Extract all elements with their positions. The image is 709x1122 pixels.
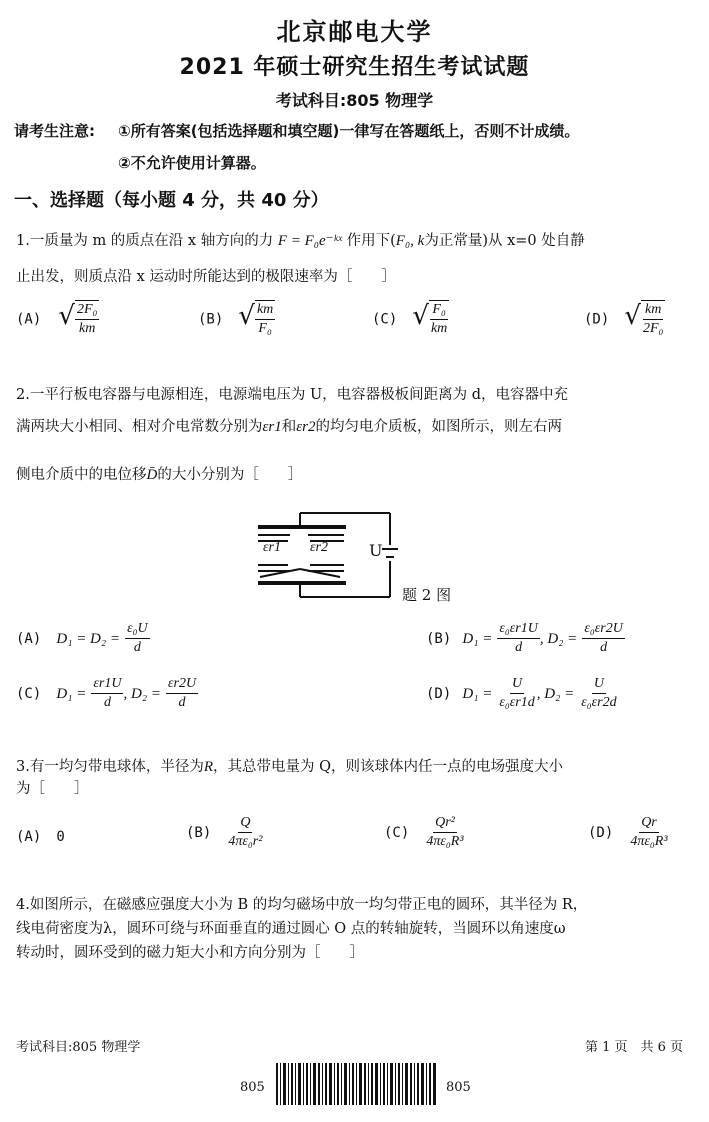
q1-a-num: 2F₀ <box>75 301 99 320</box>
q1-b-num: km <box>255 301 275 320</box>
option-label: (B) <box>198 311 224 328</box>
option-label: (D) <box>426 686 452 702</box>
q1-option-c <box>372 300 449 338</box>
q1-option-d <box>584 300 665 338</box>
q1-line-1 <box>16 234 585 249</box>
fig-eps1: εr1 <box>263 540 281 555</box>
q2-c-num2: εr2U <box>166 675 198 694</box>
q2-a-lhs: D₁ = D₂ = <box>56 631 120 647</box>
q2-d-num2: U <box>592 675 606 694</box>
q2-c-num1: εr1U <box>91 675 123 694</box>
q2-d-lhs: D₁ = <box>462 686 493 702</box>
q2-text-a: 满两块大小相同、相对介电常数分别为 <box>16 419 263 435</box>
q2-b-den2: d <box>600 640 608 655</box>
q2-line-3 <box>16 468 302 483</box>
q3-line-2: 为［ ］ <box>16 781 89 797</box>
sqrt-icon: √ <box>58 300 75 331</box>
q1-text-a: 1.一质量为 m 的质点在沿 x 轴方向的力 <box>16 233 274 249</box>
q3-b-den: 4πε₀r² <box>228 834 263 849</box>
q2-dvec: D̄ <box>146 467 158 483</box>
option-label: (C) <box>384 825 410 841</box>
q3-d-num: Qr <box>639 814 659 833</box>
q2-option-d <box>426 675 619 712</box>
q2-d-num1: U <box>510 675 524 694</box>
sqrt-icon: √ <box>624 300 641 331</box>
fig-voltage: U <box>369 541 383 560</box>
q2-d-den2: ε₀εr2d <box>581 695 617 710</box>
sqrt-icon: √ <box>238 300 255 331</box>
q3-r: R <box>203 759 214 775</box>
q2-c-den1: d <box>103 695 111 710</box>
school-title: 北京邮电大学 <box>276 18 433 46</box>
q1-option-b <box>198 300 275 338</box>
option-label: (A) <box>16 311 42 328</box>
q2-option-b <box>426 620 625 657</box>
barcode-right-number: 805 <box>446 1080 471 1095</box>
q2-line-1: 2.一平行板电容器与电源相连，电源端电压为 U，电容器极板间距离为 d，电容器中充 <box>16 387 569 403</box>
q2-c-lhs: D₁ = <box>56 686 87 702</box>
q3-option-b <box>186 814 264 851</box>
q2-b-lhs: D₁ = <box>462 631 493 647</box>
option-label: (A) <box>16 829 42 845</box>
q1-text-c: 为正常量)从 x=0 处自静 <box>424 233 585 249</box>
option-label: (D) <box>588 825 614 841</box>
notice-item-2: ②不允许使用计算器。 <box>118 154 266 172</box>
q2-eps2: εr2 <box>296 419 316 435</box>
q3-d-den: 4πε₀R³ <box>630 834 668 849</box>
exam-subject: 考试科目:805 物理学 <box>275 91 434 110</box>
q2-text-d: 侧电介质中的电位移 <box>16 467 147 483</box>
option-label: (C) <box>16 686 42 702</box>
q3-a-value: 0 <box>56 829 65 845</box>
footer-subject: 考试科目:805 物理学 <box>16 1040 141 1055</box>
option-label: (A) <box>16 631 42 647</box>
q2-text-c: 的均匀电介质板，如图所示，则左右两 <box>315 419 562 435</box>
q2-option-c <box>16 675 198 712</box>
q4-line-1: 4.如图所示，在磁感应强度大小为 B 的均匀磁场中放一均匀带正电的圆环，其半径为 R， <box>16 897 588 913</box>
q2-b-num2: ε₀εr2U <box>582 620 624 639</box>
footer-page: 第 1 页 共 6 页 <box>585 1040 684 1055</box>
section-title: 一、选择题（每小题 4 分，共 40 分） <box>14 190 329 211</box>
q1-force: F = F₀e⁻ᵏˣ <box>277 233 343 249</box>
q2-c-mid: , D₂ = <box>123 686 161 702</box>
q2-b-den1: d <box>515 640 523 655</box>
notice-item-1: ①所有答案(包括选择题和填空题)一律写在答题纸上，否则不计成绩。 <box>118 122 580 140</box>
q1-text-b: 作用下( <box>346 233 396 249</box>
q2-a-num: ε₀U <box>125 620 150 639</box>
q1-d-num: km <box>643 301 663 320</box>
q2-option-a <box>16 620 150 657</box>
q3-option-c <box>384 814 466 851</box>
q1-c-num: F₀ <box>430 301 447 320</box>
barcode-left-number: 805 <box>240 1080 265 1095</box>
q1-b-den: F₀ <box>258 321 272 336</box>
q2-line-2 <box>16 420 562 435</box>
q3-text-b: ，其总带电量为 Q，则该球体内任一点的电场强度大小 <box>213 759 564 775</box>
option-label: (D) <box>584 311 610 328</box>
q4-line-2: 线电荷密度为λ，圆环可绕与环面垂直的通过圆心 O 点的转轴旋转，当圆环以角速度ω <box>16 921 566 937</box>
q2-text-b: 和 <box>281 419 297 435</box>
sqrt-icon: √ <box>412 300 429 331</box>
option-label: (C) <box>372 311 398 328</box>
q2-a-den: d <box>133 640 141 655</box>
q1-c-den: km <box>430 321 448 336</box>
fig-eps2: εr2 <box>310 540 328 555</box>
q1-option-a <box>16 300 99 338</box>
fig-caption: 题 2 图 <box>402 586 452 604</box>
q3-c-num: Qr² <box>433 814 457 833</box>
option-label: (B) <box>186 825 212 841</box>
notice-label: 请考生注意: <box>14 122 95 140</box>
q2-d-den1: ε₀εr1d <box>499 695 535 710</box>
q1-line-2: 止出发，则质点沿 x 运动时所能达到的极限速率为［ ］ <box>16 269 396 285</box>
q4-line-3: 转动时，圆环受到的磁力矩大小和方向分别为［ ］ <box>16 945 364 961</box>
q3-text-a: 3.有一均匀带电球体，半径为 <box>16 759 204 775</box>
q2-d-mid: , D₂ = <box>536 686 575 702</box>
exam-title: 2021 年硕士研究生招生考试试题 <box>179 55 530 80</box>
q2-c-den2: d <box>178 695 186 710</box>
q2-eps1: εr1 <box>262 419 282 435</box>
q1-d-den: 2F₀ <box>642 321 664 336</box>
q2-b-num1: ε₀εr1U <box>497 620 539 639</box>
q2-text-e: 的大小分别为［ ］ <box>157 467 303 483</box>
q3-b-num: Q <box>238 814 252 833</box>
q3-option-a <box>16 826 65 845</box>
q1-a-den: km <box>79 321 96 336</box>
q2-b-mid: , D₂ = <box>539 631 578 647</box>
q1-consts: F₀, k <box>395 233 425 249</box>
option-label: (B) <box>426 631 452 647</box>
q3-c-den: 4πε₀R³ <box>426 834 464 849</box>
barcode <box>276 1063 436 1105</box>
q3-option-d <box>588 814 670 851</box>
q3-line-1 <box>16 760 563 775</box>
